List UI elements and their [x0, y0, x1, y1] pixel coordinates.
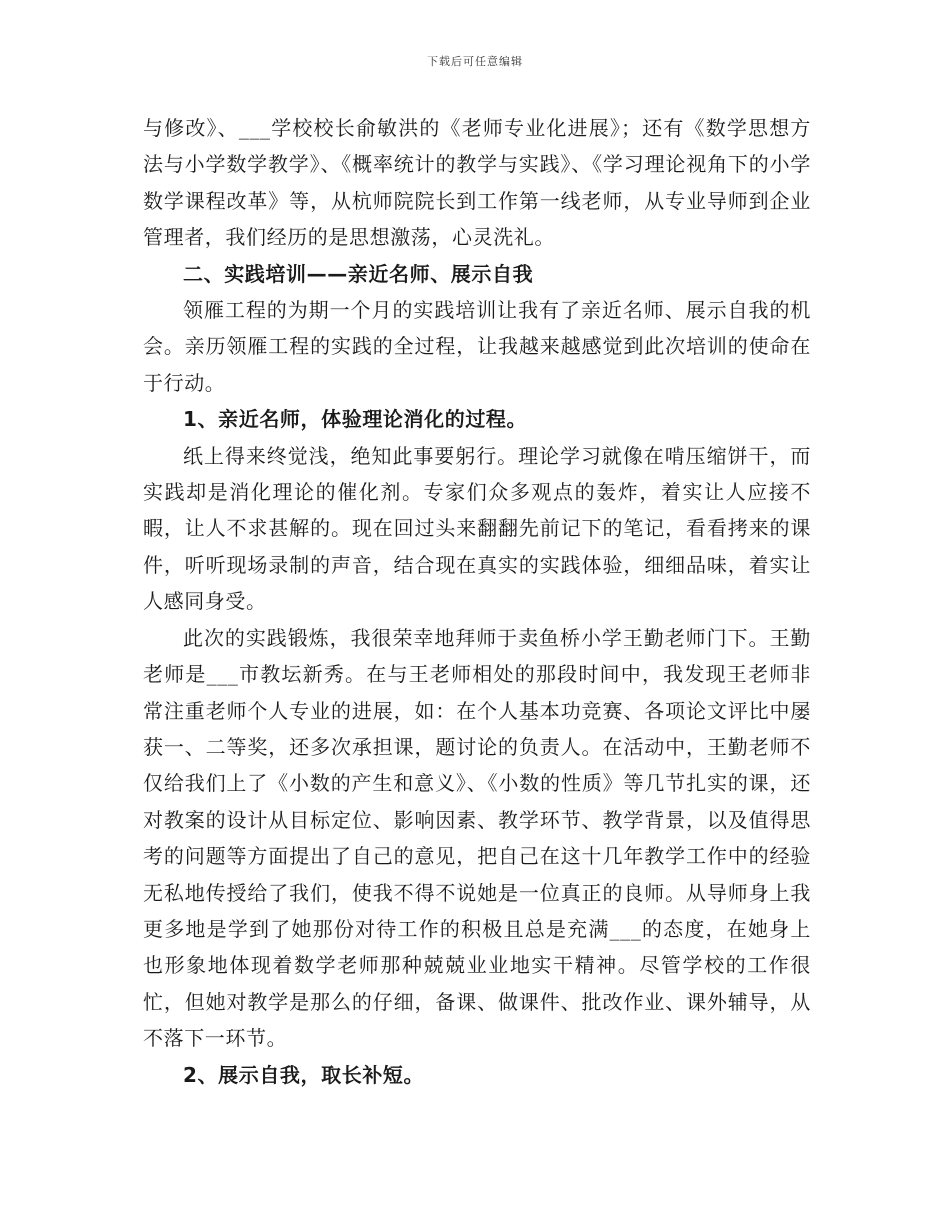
body-paragraph: 领雁工程的为期一个月的实践培训让我有了亲近名师、展示自我的机会。亲历领雁工程的实践的全过程，让我越来越感觉到此次培训的使命在于行动。 [143, 298, 811, 395]
body-paragraph: 此次的实践锻炼，我很荣幸地拜师于卖鱼桥小学王勤老师门下。王勤老师是___市教坛新秀。在与王老师相处的那段时间中，我发现王老师非常注重老师个人专业的进展，如：在个人基本功竞赛、各项论文评比中屡获一、二等奖，还多次承担课，题讨论的负责人。在活动中，王勤老师不仅给我们上了《小数的产生和意义》、《小数的性质》等几节扎实的课，还对教案的设计从目标定位、影响因素、教学环节、教学背景，以及值得思考的问题等方面提出了自己的意见，把自己在这十几年教学工作中的经验无私地传授给了我们，使我不得不说她是一位真正的良师。从导师身上我更多地是学到了她那份对待工作的积极且总是充满___的态度，在她身上也形象地体现着数学老师那种兢兢业业地实干精神。尽管学校的工作很忙，但她对教学是那么的仔细，备课、做课件、批改作业、课外辅导，从不落下一环节。 [143, 625, 811, 1051]
subsection-heading: 1、亲近名师，体验理论消化的过程。 [183, 407, 528, 432]
section-heading: 二、实践培训——亲近名师、展示自我 [183, 261, 534, 286]
document-body [143, 110, 811, 1093]
body-paragraph: 纸上得来终觉浅，绝知此事要躬行。理论学习就像在啃压缩饼干，而实践却是消化理论的催化剂。专家们众多观点的轰炸，着实让人应接不暇，让人不求甚解的。现在回过头来翻翻先前记下的笔记，看看拷来的课件，听听现场录制的声音，结合现在真实的实践体验，细细品味，着实让人感同身受。 [143, 443, 811, 614]
body-paragraph: 与修改》、___学校校长俞敏洪的《老师专业化进展》；还有《数学思想方法与小学数学教学》、《概率统计的教学与实践》、《学习理论视角下的小学数学课程改革》等，从杭师院院长到工作第一线老师，从专业导师到企业管理者，我们经历的是思想激荡，心灵洗礼。 [143, 116, 811, 250]
page-header: 下载后可任意编辑 [427, 55, 523, 68]
subsection-heading: 2、展示自我，取长补短。 [183, 1062, 425, 1087]
